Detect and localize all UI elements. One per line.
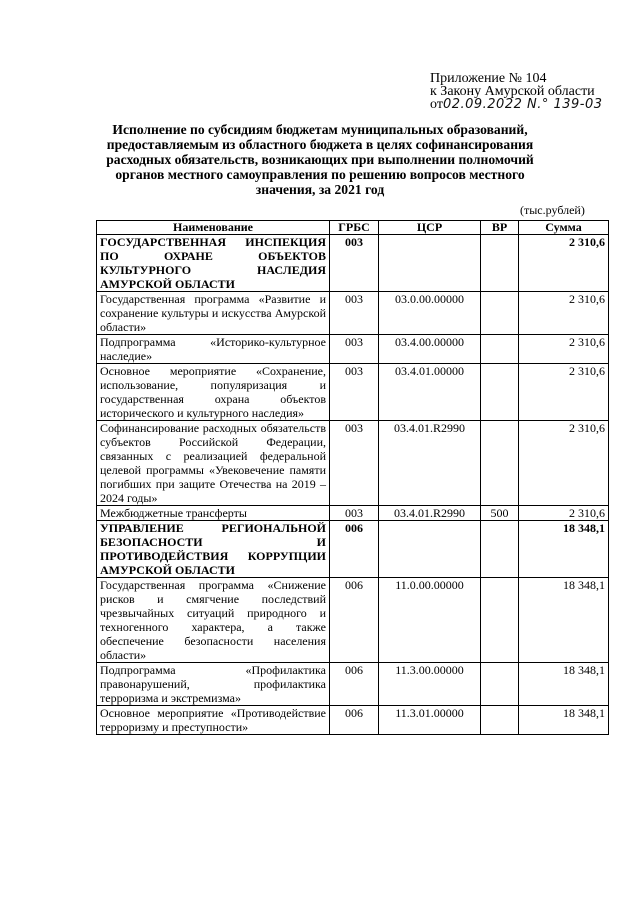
cell-csr: 03.4.01.R2990	[379, 506, 481, 521]
cell-name: УПРАВЛЕНИЕ РЕГИОНАЛЬНОЙ БЕЗОПАСНОСТИ И ПРОТИВОДЕЙСТВИЯ КОРРУПЦИИ АМУРСКОЙ ОБЛАСТИ	[97, 521, 330, 578]
cell-csr: 11.3.00.00000	[379, 663, 481, 706]
cell-csr: 03.0.00.00000	[379, 292, 481, 335]
cell-vr	[481, 335, 519, 364]
header-sum: Сумма	[519, 221, 609, 235]
cell-name: Межбюджетные трансферты	[97, 506, 330, 521]
budget-table	[96, 220, 609, 735]
cell-vr	[481, 578, 519, 663]
table-row	[97, 663, 609, 706]
cell-csr: 11.0.00.00000	[379, 578, 481, 663]
cell-sum: 2 310,6	[519, 421, 609, 506]
cell-grbs: 003	[330, 335, 379, 364]
annex-date-line	[430, 98, 630, 111]
annex-header	[430, 72, 630, 111]
cell-csr	[379, 235, 481, 292]
cell-grbs: 003	[330, 364, 379, 421]
cell-vr	[481, 235, 519, 292]
table-row	[97, 364, 609, 421]
cell-csr: 03.4.01.00000	[379, 364, 481, 421]
header-vr: ВР	[481, 221, 519, 235]
unit-label: (тыс.рублей)	[520, 203, 585, 217]
table-row	[97, 521, 609, 578]
table-row	[97, 235, 609, 292]
table-header-row	[97, 221, 609, 235]
table-row	[97, 706, 609, 735]
header-name: Наименование	[97, 221, 330, 235]
cell-grbs: 006	[330, 578, 379, 663]
annex-date-prefix: от	[430, 97, 443, 112]
cell-vr	[481, 521, 519, 578]
cell-vr	[481, 421, 519, 506]
cell-name: Основное мероприятие «Противодействие терроризму и преступности»	[97, 706, 330, 735]
cell-sum: 18 348,1	[519, 578, 609, 663]
cell-sum: 18 348,1	[519, 521, 609, 578]
table-row	[97, 578, 609, 663]
cell-sum: 2 310,6	[519, 335, 609, 364]
cell-sum: 2 310,6	[519, 364, 609, 421]
cell-grbs: 003	[330, 292, 379, 335]
header-grbs: ГРБС	[330, 221, 379, 235]
annex-law-reference: к Закону Амурской области	[430, 84, 595, 99]
cell-grbs: 006	[330, 521, 379, 578]
table-row	[97, 506, 609, 521]
table-row	[97, 335, 609, 364]
table-row	[97, 421, 609, 506]
document-title: Исполнение по субсидиям бюджетам муниципальных образований, предоставляемым из областного бюджета в целях софинансирования расходных обязательств, возникающих при выполнении полномочий органов местного самоуправления по решению вопросов местного значения, за 2021 год	[106, 122, 534, 197]
cell-vr	[481, 364, 519, 421]
cell-sum: 2 310,6	[519, 235, 609, 292]
cell-name: Основное мероприятие «Сохранение, использование, популяризация и государственная охрана объектов исторического и культурного наследия»	[97, 364, 330, 421]
cell-vr	[481, 663, 519, 706]
cell-grbs: 006	[330, 663, 379, 706]
cell-name: Софинансирование расходных обязательств субъектов Российской Федерации, связанных с реализацией федеральной целевой программы «Увековечение памяти погибших при защите Отечества на 2019 – 2024 годы»	[97, 421, 330, 506]
cell-vr	[481, 292, 519, 335]
table-row	[97, 292, 609, 335]
header-csr: ЦСР	[379, 221, 481, 235]
cell-name: Подпрограмма «Профилактика правонарушений, профилактика терроризма и экстремизма»	[97, 663, 330, 706]
cell-grbs: 003	[330, 235, 379, 292]
cell-name: Государственная программа «Снижение рисков и смягчение последствий чрезвычайных ситуаций природного и техногенного характера, а также обеспечение безопасности населения области»	[97, 578, 330, 663]
cell-csr: 03.4.01.R2990	[379, 421, 481, 506]
handwritten-date-number: 02.09.2022 N.° 139-03	[442, 97, 603, 112]
cell-name: ГОСУДАРСТВЕННАЯ ИНСПЕКЦИЯ ПО ОХРАНЕ ОБЪЕКТОВ КУЛЬТУРНОГО НАСЛЕДИЯ АМУРСКОЙ ОБЛАСТИ	[97, 235, 330, 292]
cell-csr	[379, 521, 481, 578]
cell-vr	[481, 706, 519, 735]
cell-grbs: 006	[330, 706, 379, 735]
cell-vr: 500	[481, 506, 519, 521]
cell-name: Государственная программа «Развитие и сохранение культуры и искусства Амурской области»	[97, 292, 330, 335]
cell-grbs: 003	[330, 421, 379, 506]
cell-sum: 18 348,1	[519, 706, 609, 735]
cell-sum: 18 348,1	[519, 663, 609, 706]
cell-grbs: 003	[330, 506, 379, 521]
cell-sum: 2 310,6	[519, 292, 609, 335]
cell-name: Подпрограмма «Историко-культурное наследие»	[97, 335, 330, 364]
cell-sum: 2 310,6	[519, 506, 609, 521]
annex-number: Приложение № 104	[430, 71, 547, 86]
cell-csr: 03.4.00.00000	[379, 335, 481, 364]
cell-csr: 11.3.01.00000	[379, 706, 481, 735]
